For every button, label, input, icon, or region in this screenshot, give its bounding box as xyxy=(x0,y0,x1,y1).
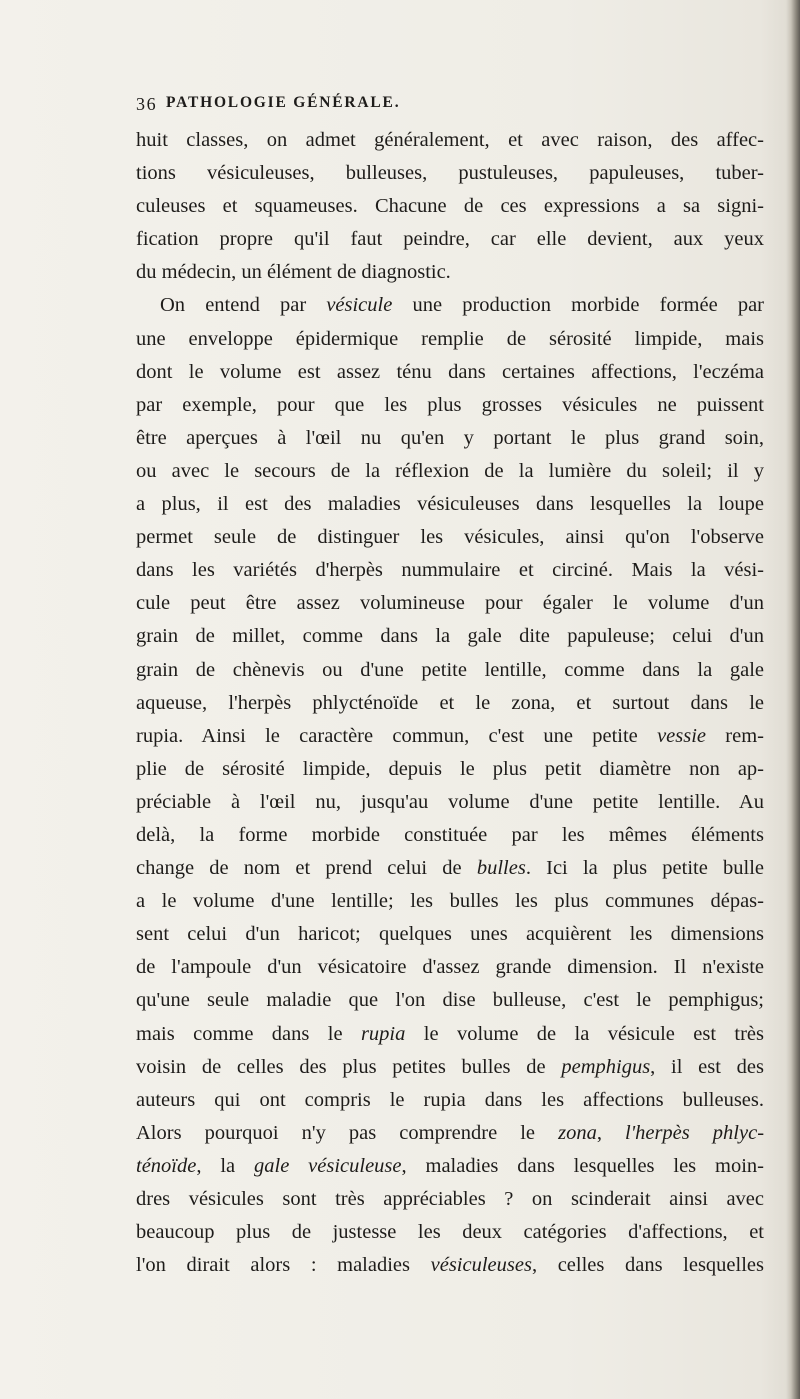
text-segment: beaucoup plus de justesse les deux catégories d'affections, et xyxy=(136,1221,764,1244)
italic-term: zona xyxy=(558,1121,597,1144)
text-segment: grain de millet, comme dans la gale dite papuleuse; celui d'un xyxy=(136,625,764,648)
text-segment: , celles dans lesquelles xyxy=(531,1254,764,1277)
text-line xyxy=(136,1183,764,1216)
text-line xyxy=(136,720,764,753)
text-line xyxy=(136,190,764,223)
text-segment: change de nom et prend celui de xyxy=(136,857,477,880)
text-segment: une enveloppe épidermique remplie de sérosité limpide, mais xyxy=(136,327,764,350)
text-segment: du médecin, un élément de diagnostic. xyxy=(136,261,451,284)
text-segment: , il est des xyxy=(650,1055,764,1078)
text-line xyxy=(136,1117,764,1150)
text-segment: a le volume d'une lentille; les bulles les plus communes dépas- xyxy=(136,890,764,913)
text-line xyxy=(136,124,764,157)
text-line xyxy=(136,819,764,852)
text-line xyxy=(136,951,764,984)
text-segment: voisin de celles des plus petites bulles de xyxy=(136,1055,562,1078)
text-line xyxy=(136,223,764,256)
text-line xyxy=(136,687,764,720)
text-segment: Alors pourquoi n'y pas comprendre le xyxy=(136,1121,559,1144)
text-line xyxy=(136,1249,764,1282)
text-segment: tions vésiculeuses, bulleuses, pustuleuses, papuleuses, tuber- xyxy=(136,162,764,185)
text-segment: mais comme dans le xyxy=(136,1022,361,1045)
text-segment: rupia. Ainsi le caractère commun, c'est une petite xyxy=(136,724,658,747)
text-line xyxy=(136,256,764,289)
text-segment: aqueuse, l'herpès phlycténoïde et le zona, et surtout dans le xyxy=(136,691,764,714)
text-segment: , maladies dans lesquelles les moin- xyxy=(401,1154,764,1177)
text-line xyxy=(136,918,764,951)
italic-term: ténoïde xyxy=(136,1154,197,1177)
text-segment: qu'une seule maladie que l'on dise bulleuse, c'est le pemphigus; xyxy=(136,989,764,1012)
text-segment: sent celui d'un haricot; quelques unes acquièrent les dimensions xyxy=(136,923,764,946)
text-line xyxy=(136,654,764,687)
text-line xyxy=(136,554,764,587)
text-line xyxy=(136,356,764,389)
body-text xyxy=(136,124,764,1282)
italic-term: vésiculeuses xyxy=(430,1254,532,1277)
text-line xyxy=(136,488,764,521)
text-line xyxy=(136,1216,764,1249)
text-segment: dres vésicules sont très appréciables ? on scinderait ainsi avec xyxy=(136,1188,764,1210)
italic-term: vessie xyxy=(657,724,707,747)
text-segment: cule peut être assez volumineuse pour égaler le volume d'un xyxy=(136,592,764,615)
text-segment: rem- xyxy=(706,724,764,747)
text-line xyxy=(136,587,764,620)
text-line xyxy=(136,289,764,322)
text-line xyxy=(136,422,764,455)
text-line xyxy=(136,389,764,422)
text-segment: dans les variétés d'herpès nummulaire et circiné. Mais la vési- xyxy=(136,559,764,582)
text-segment: le volume de la vésicule est très xyxy=(405,1022,764,1045)
page-header xyxy=(136,94,776,118)
text-line xyxy=(136,786,764,819)
page-number: 36 xyxy=(136,94,158,114)
text-segment: être aperçues à l'œil nu qu'en y portant le plus grand soin, xyxy=(136,426,764,449)
text-segment: préciable à l'œil nu, jusqu'au volume d'une petite lentille. Au xyxy=(136,790,764,813)
text-segment: , xyxy=(596,1121,626,1144)
italic-term: l'herpès phlyc- xyxy=(625,1121,765,1144)
text-segment: par exemple, pour que les plus grosses vésicules ne puissent xyxy=(136,393,764,416)
text-segment: culeuses et squameuses. Chacune de ces expressions a sa signi- xyxy=(136,195,764,218)
italic-term: gale vésiculeuse xyxy=(254,1154,402,1177)
text-segment: On entend par xyxy=(160,294,327,317)
text-segment: plie de sérosité limpide, depuis le plus petit diamètre non ap- xyxy=(136,757,764,780)
text-segment: permet seule de distinguer les vésicules, ainsi qu'on l'observe xyxy=(136,526,764,549)
text-line xyxy=(136,1150,764,1183)
text-line xyxy=(136,157,764,190)
text-segment: auteurs qui ont compris le rupia dans les affections bulleuses. xyxy=(136,1088,764,1111)
text-segment: de l'ampoule d'un vésicatoire d'assez grande dimension. Il n'existe xyxy=(136,956,764,979)
italic-term: rupia xyxy=(360,1022,406,1045)
page-edge-shadow xyxy=(786,0,800,1399)
text-segment: dont le volume est assez ténu dans certaines affections, l'eczéma xyxy=(136,360,764,383)
text-segment: une production morbide formée par xyxy=(392,294,764,317)
text-segment: delà, la forme morbide constituée par les mêmes éléments xyxy=(136,823,764,846)
running-title: PATHOLOGIE GÉNÉRALE. xyxy=(166,94,401,111)
text-segment: , la xyxy=(196,1154,254,1177)
text-segment: ou avec le secours de la réflexion de la lumière du soleil; il y xyxy=(136,459,764,482)
text-line xyxy=(136,455,764,488)
text-line xyxy=(136,1018,764,1051)
italic-term: vésicule xyxy=(326,294,393,317)
text-segment: l'on dirait alors : maladies xyxy=(136,1254,431,1277)
text-segment: grain de chènevis ou d'une petite lentille, comme dans la gale xyxy=(136,658,764,681)
italic-term: bulles xyxy=(476,857,526,880)
text-segment: . Ici la plus petite bulle xyxy=(525,857,765,880)
text-segment: a plus, il est des maladies vésiculeuses dans lesquelles la loupe xyxy=(136,493,764,516)
text-segment: fication propre qu'il faut peindre, car elle devient, aux yeux xyxy=(136,228,764,251)
text-line xyxy=(136,1051,764,1084)
text-line xyxy=(136,885,764,918)
text-segment: huit classes, on admet généralement, et avec raison, des affec- xyxy=(136,129,764,151)
text-line xyxy=(136,1084,764,1117)
italic-term: pemphigus xyxy=(561,1055,651,1078)
text-line xyxy=(136,984,764,1017)
text-line xyxy=(136,620,764,653)
text-line xyxy=(136,521,764,554)
text-line xyxy=(136,323,764,356)
text-line xyxy=(136,753,764,786)
text-line xyxy=(136,852,764,885)
